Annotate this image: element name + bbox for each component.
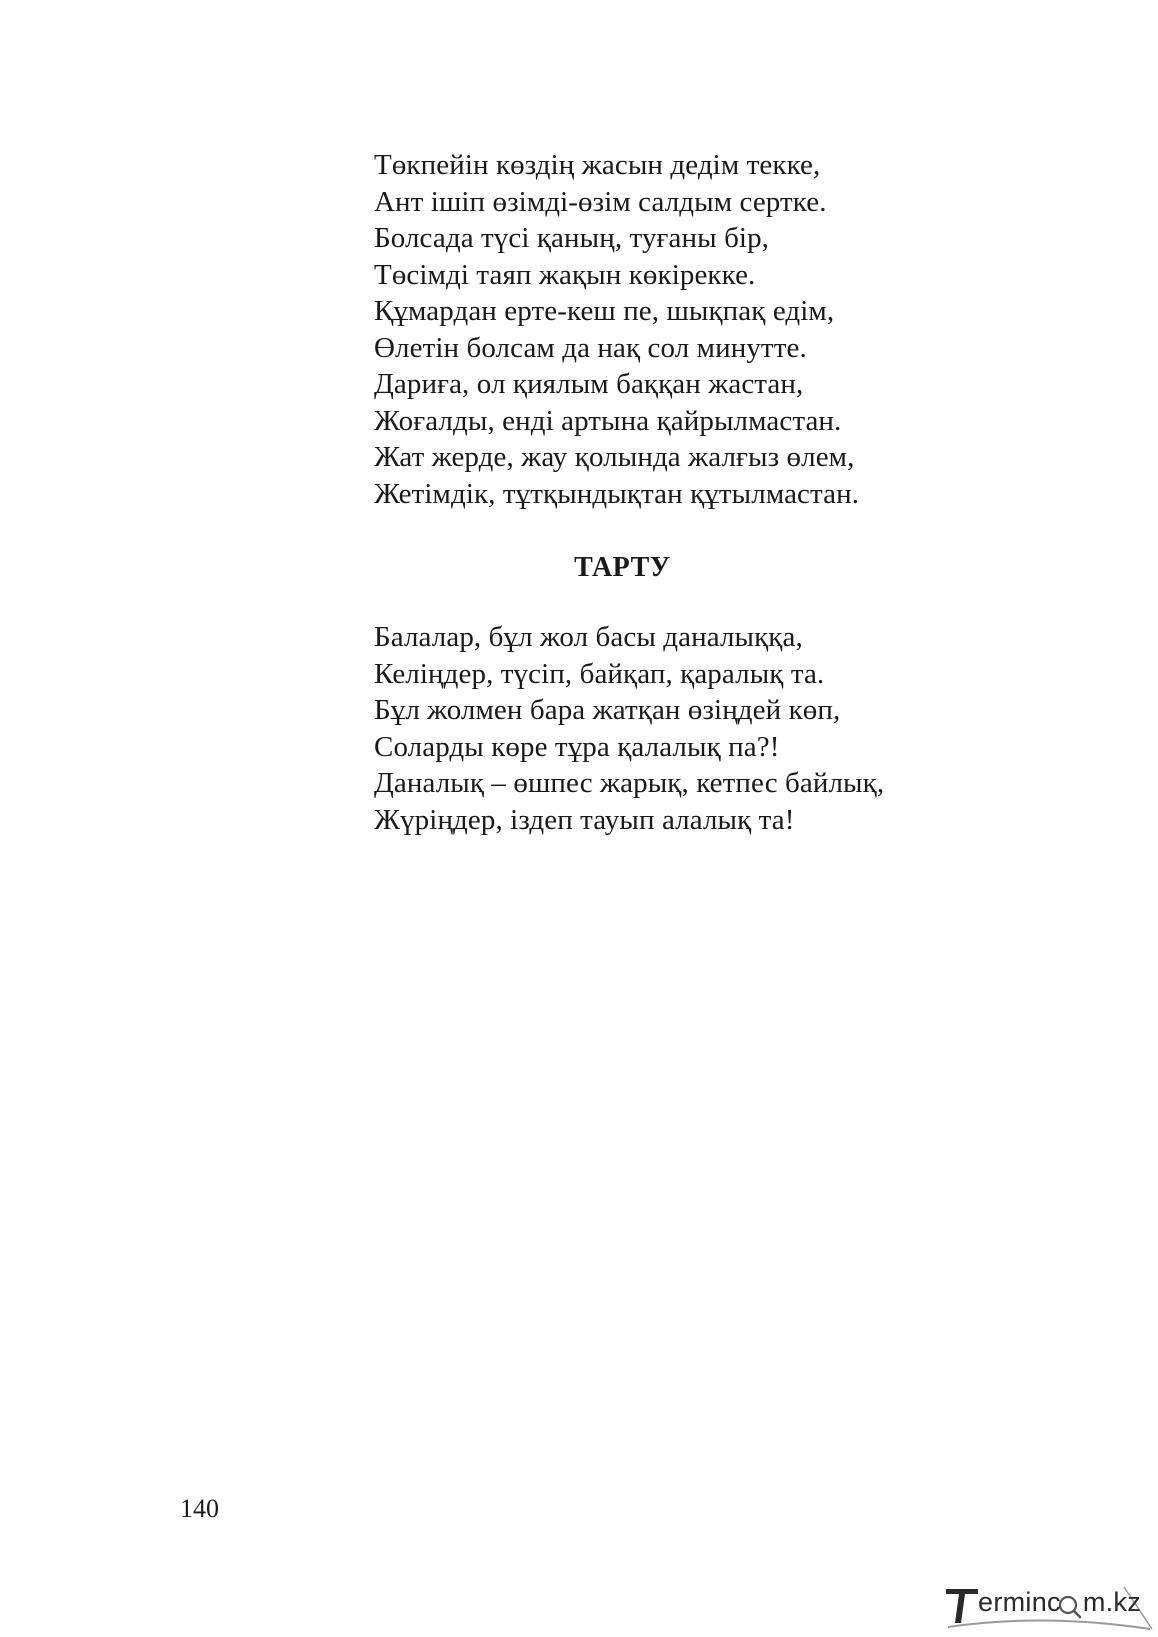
poem-title: ТАРТУ [574,552,671,583]
verse-line: Балалар, бұл жол басы даналыққа, [374,621,803,653]
page-number: 140 [180,1494,219,1523]
verse-line: Соларды көре тұра қалалық па?! [374,730,780,763]
verse-line: Келіңдер, түсіп, байқап, қаралық та. [374,657,825,690]
verse-line: Жат жерде, жау қолында жалғыз өлем, [374,441,855,473]
verse-line: Жүріңдер, іздеп тауып алалық та! [374,803,795,836]
verse-line: Өлетін болсам да нақ сол минутте. [374,331,807,364]
verse-line: Төкпейін көздің жасын дедім текке, [374,149,821,181]
verse-line: Жоғалды, енді артына қайрылмастан. [374,404,842,437]
stanza-1 [374,147,859,512]
termincom-watermark-logo [944,1583,1156,1637]
verse-line: Құмардан ерте-кеш пе, шықпақ едім, [374,295,835,327]
watermark-text: erminc m.kz [978,1587,1142,1617]
verse-line: Төсімді таяп жақын көкірекке. [374,258,756,291]
verse-line: Дариға, ол қиялым баққан жастан, [374,368,804,400]
verse-line: Даналық – өшпес жарық, кетпес байлық, [374,767,885,799]
stanza-2 [374,619,884,838]
verse-line: Болсада түсі қаның, туғаны бір, [374,222,770,254]
verse-line: Жетімдік, тұтқындықтан құтылмастан. [374,477,860,510]
verse-line: Бұл жолмен бара жатқан өзіңдей көп, [374,694,841,726]
verse-line: Ант ішіп өзімді-өзім салдым сертке. [374,185,827,218]
